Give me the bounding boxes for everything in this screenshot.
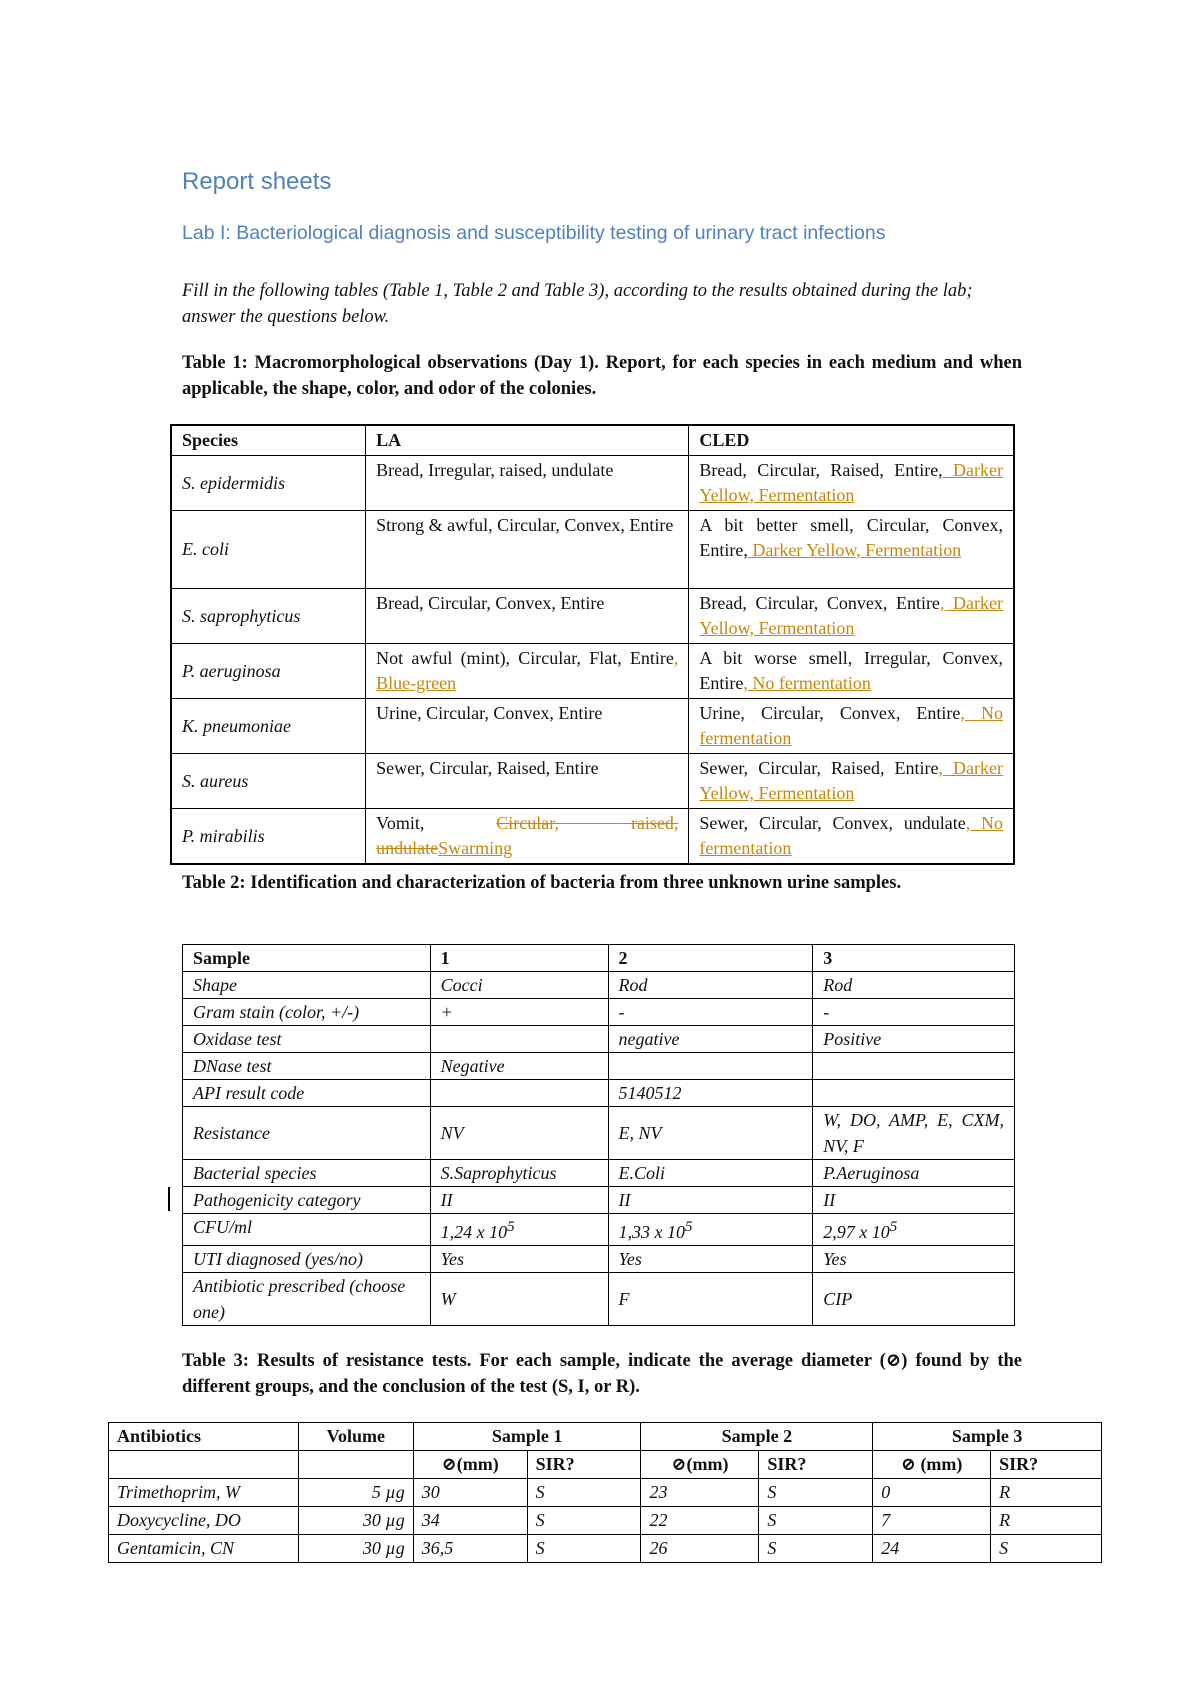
cled-inserted-text: , No fermentation	[699, 813, 1004, 858]
species-cell: K. pneumoniae	[171, 699, 366, 754]
row-label: UTI diagnosed (yes/no)	[183, 1246, 431, 1273]
sir-cell: R	[991, 1479, 1102, 1507]
cfu-value: 1,24 x 10	[440, 1222, 508, 1242]
la-inserted-text: , Blue-green	[376, 648, 679, 693]
sample3-cell: II	[813, 1187, 1015, 1214]
row-label: Bacterial species	[183, 1160, 431, 1187]
sample2-cell: E, NV	[608, 1107, 813, 1160]
table-row	[183, 1246, 1015, 1273]
table3-resistance	[108, 1422, 1102, 1563]
row-label: Antibiotic prescribed (choose one)	[183, 1273, 431, 1326]
diameter-cell: 36,5	[413, 1535, 527, 1563]
table-row	[109, 1507, 1102, 1535]
la-deleted-text: Circular, raised, undulate	[376, 813, 679, 858]
table-row	[183, 1080, 1015, 1107]
sample1-cell: Negative	[430, 1053, 608, 1080]
page-title: Report sheets	[182, 168, 332, 195]
sample1-cell: +	[430, 999, 608, 1026]
sir-cell: R	[991, 1507, 1102, 1535]
cled-text: Urine, Circular, Convex, Entire	[699, 703, 961, 723]
sir-header: SIR?	[991, 1451, 1102, 1479]
sample1-cell	[430, 1214, 608, 1246]
sample2-cell: negative	[608, 1026, 813, 1053]
antibiotic-cell: Doxycycline, DO	[109, 1507, 299, 1535]
sample3-cell: CIP	[813, 1273, 1015, 1326]
cled-inserted-text: , No fermentation	[699, 703, 1003, 748]
table-row	[171, 699, 1014, 754]
table3-header-sample1: Sample 1	[413, 1423, 641, 1451]
row-label: Shape	[183, 972, 431, 999]
la-cell	[366, 699, 689, 754]
sample1-cell	[430, 1080, 608, 1107]
sample3-cell	[813, 1053, 1015, 1080]
sample1-cell: II	[430, 1187, 608, 1214]
sample2-cell: Yes	[608, 1246, 813, 1273]
row-label: Resistance	[183, 1107, 431, 1160]
sample2-cell	[608, 1053, 813, 1080]
volume-cell: 30 µg	[298, 1535, 413, 1563]
cled-inserted-text: Darker Yellow, Fermentation	[747, 540, 962, 560]
sample1-cell: S.Saprophyticus	[430, 1160, 608, 1187]
table1-header-cled: CLED	[689, 425, 1014, 456]
cled-inserted-text: Darker Yellow, Fermentation	[699, 460, 1004, 505]
la-cell	[366, 589, 689, 644]
table3-caption: Table 3: Results of resistance tests. For each sample, indicate the average diameter (⊘) found by the different groups, and the conclusion of the test (S, I, or R).	[182, 1351, 1022, 1397]
cled-inserted-text: , Darker Yellow, Fermentation	[699, 593, 1004, 638]
diameter-cell: 23	[641, 1479, 759, 1507]
la-text: Urine, Circular, Convex, Entire	[376, 703, 603, 723]
cfu-exponent: 5	[889, 1219, 898, 1235]
table-row	[109, 1535, 1102, 1563]
cled-cell	[689, 754, 1014, 809]
sample3-cell: -	[813, 999, 1015, 1026]
la-text: Sewer, Circular, Raised, Entire	[376, 758, 599, 778]
table3-header-antibiotics: Antibiotics	[109, 1423, 299, 1451]
sample3-cell: Rod	[813, 972, 1015, 999]
cled-text: A bit better smell, Circular, Convex, Entire,	[699, 515, 1003, 560]
sample3-cell: Positive	[813, 1026, 1015, 1053]
la-cell	[366, 809, 689, 865]
cled-text: A bit worse smell, Irregular, Convex, Entire	[699, 648, 1003, 693]
sir-header: SIR?	[527, 1451, 641, 1479]
table-row	[171, 644, 1014, 699]
diameter-cell: 34	[413, 1507, 527, 1535]
sample2-cell: E.Coli	[608, 1160, 813, 1187]
species-cell: P. mirabilis	[171, 809, 366, 865]
diameter-cell: 30	[413, 1479, 527, 1507]
cfu-exponent: 5	[507, 1219, 515, 1235]
table-row	[183, 999, 1015, 1026]
cfu-value: 2,97 x 10	[823, 1222, 890, 1242]
sir-cell: S	[759, 1535, 873, 1563]
cled-inserted-text: , Darker Yellow, Fermentation	[699, 758, 1003, 803]
table-row	[183, 1026, 1015, 1053]
table3-header-volume: Volume	[298, 1423, 413, 1451]
sir-cell: S	[527, 1507, 641, 1535]
volume-cell: 5 µg	[298, 1479, 413, 1507]
cled-cell	[689, 809, 1014, 865]
sample2-cell: Rod	[608, 972, 813, 999]
sample3-cell: W, DO, AMP, E, CXM, NV, F	[813, 1107, 1015, 1160]
table-row	[109, 1479, 1102, 1507]
table-row	[183, 1214, 1015, 1246]
la-cell	[366, 644, 689, 699]
sample3-cell: Yes	[813, 1246, 1015, 1273]
table-row	[183, 1160, 1015, 1187]
cled-cell	[689, 511, 1014, 589]
cled-text: Sewer, Circular, Raised, Entire	[699, 758, 939, 778]
cled-text: Sewer, Circular, Convex, undulate	[699, 813, 966, 833]
la-cell	[366, 456, 689, 511]
sir-cell: S	[527, 1479, 641, 1507]
diameter-cell: 24	[873, 1535, 991, 1563]
table2-identification	[182, 944, 1015, 1326]
table-row	[171, 754, 1014, 809]
sample2-cell: 5140512	[608, 1080, 813, 1107]
sample3-cell	[813, 1080, 1015, 1107]
row-label: API result code	[183, 1080, 431, 1107]
diameter-header: ⊘(mm)	[413, 1451, 527, 1479]
table-row	[171, 809, 1014, 865]
sample1-cell: Yes	[430, 1246, 608, 1273]
sample3-cell	[813, 1214, 1015, 1246]
table-row	[171, 511, 1014, 589]
table2-header-2: 2	[608, 945, 813, 972]
cled-text: Bread, Circular, Convex, Entire	[699, 593, 940, 613]
sir-cell: S	[527, 1535, 641, 1563]
table2-header-sample: Sample	[183, 945, 431, 972]
antibiotic-cell: Trimethoprim, W	[109, 1479, 299, 1507]
cled-text: Bread, Circular, Raised, Entire,	[699, 460, 943, 480]
la-inserted-text: Swarming	[438, 838, 513, 858]
sir-cell: S	[991, 1535, 1102, 1563]
table-row	[183, 1273, 1015, 1326]
diameter-cell: 7	[873, 1507, 991, 1535]
table-row	[183, 1053, 1015, 1080]
sample1-cell: Cocci	[430, 972, 608, 999]
sir-cell: S	[759, 1479, 873, 1507]
diameter-header: ⊘(mm)	[641, 1451, 759, 1479]
sample2-cell	[608, 1214, 813, 1246]
species-cell: S. saprophyticus	[171, 589, 366, 644]
table-row	[183, 1187, 1015, 1214]
sample3-cell: P.Aeruginosa	[813, 1160, 1015, 1187]
sir-cell: S	[759, 1507, 873, 1535]
row-label: Pathogenicity category	[183, 1187, 431, 1214]
sample1-cell	[430, 1026, 608, 1053]
sample1-cell: NV	[430, 1107, 608, 1160]
la-text: Bread, Irregular, raised, undulate	[376, 460, 614, 480]
species-cell: S. aureus	[171, 754, 366, 809]
table3-header-row	[109, 1423, 1102, 1451]
table1-macromorphology	[170, 424, 1015, 865]
diameter-cell: 0	[873, 1479, 991, 1507]
volume-cell: 30 µg	[298, 1507, 413, 1535]
cled-cell	[689, 589, 1014, 644]
change-bar	[168, 1187, 170, 1211]
table-row	[183, 972, 1015, 999]
diameter-cell: 22	[641, 1507, 759, 1535]
cled-cell	[689, 699, 1014, 754]
la-cell	[366, 511, 689, 589]
sample2-cell: F	[608, 1273, 813, 1326]
table1-header-species: Species	[171, 425, 366, 456]
diameter-cell: 26	[641, 1535, 759, 1563]
la-text: Bread, Circular, Convex, Entire	[376, 593, 605, 613]
table-row	[171, 589, 1014, 644]
cfu-value: 1,33 x 10	[618, 1222, 686, 1242]
table2-header-1: 1	[430, 945, 608, 972]
sir-header: SIR?	[759, 1451, 873, 1479]
la-text: Strong & awful, Circular, Convex, Entire	[376, 515, 674, 535]
la-cell	[366, 754, 689, 809]
table-row	[171, 456, 1014, 511]
cfu-exponent: 5	[685, 1219, 693, 1235]
table3-subheader-empty	[298, 1451, 413, 1479]
table2-caption: Table 2: Identification and characterization of bacteria from three unknown urine samples.	[182, 873, 902, 893]
table2-header-row	[183, 945, 1015, 972]
table2-header-3: 3	[813, 945, 1015, 972]
table-row	[183, 1107, 1015, 1160]
la-text: Vomit,	[376, 813, 497, 833]
sample2-cell: II	[608, 1187, 813, 1214]
species-cell: E. coli	[171, 511, 366, 589]
table3-subheader-row	[109, 1451, 1102, 1479]
table1-header-row	[171, 425, 1014, 456]
cled-cell	[689, 644, 1014, 699]
table1-caption: Table 1: Macromorphological observations (Day 1). Report, for each species in each medium and when applicable, the shape, color, and odor of the colonies.	[182, 353, 1022, 399]
row-label: Gram stain (color, +/-)	[183, 999, 431, 1026]
row-label: Oxidase test	[183, 1026, 431, 1053]
table3-subheader-empty	[109, 1451, 299, 1479]
cled-cell	[689, 456, 1014, 511]
row-label: CFU/ml	[183, 1214, 431, 1246]
row-label: DNase test	[183, 1053, 431, 1080]
sample1-cell: W	[430, 1273, 608, 1326]
antibiotic-cell: Gentamicin, CN	[109, 1535, 299, 1563]
lab-subtitle: Lab I: Bacteriological diagnosis and susceptibility testing of urinary tract infections	[182, 222, 886, 244]
instructions: Fill in the following tables (Table 1, Table 2 and Table 3), according to the results obtained during the lab; answer the questions below.	[182, 281, 973, 327]
diameter-header: ⊘ (mm)	[873, 1451, 991, 1479]
sample2-cell: -	[608, 999, 813, 1026]
species-cell: S. epidermidis	[171, 456, 366, 511]
table3-header-sample3: Sample 3	[873, 1423, 1102, 1451]
la-text: Not awful (mint), Circular, Flat, Entire	[376, 648, 674, 668]
cled-inserted-text: , No fermentation	[743, 673, 871, 693]
table3-header-sample2: Sample 2	[641, 1423, 873, 1451]
species-cell: P. aeruginosa	[171, 644, 366, 699]
table1-header-la: LA	[366, 425, 689, 456]
